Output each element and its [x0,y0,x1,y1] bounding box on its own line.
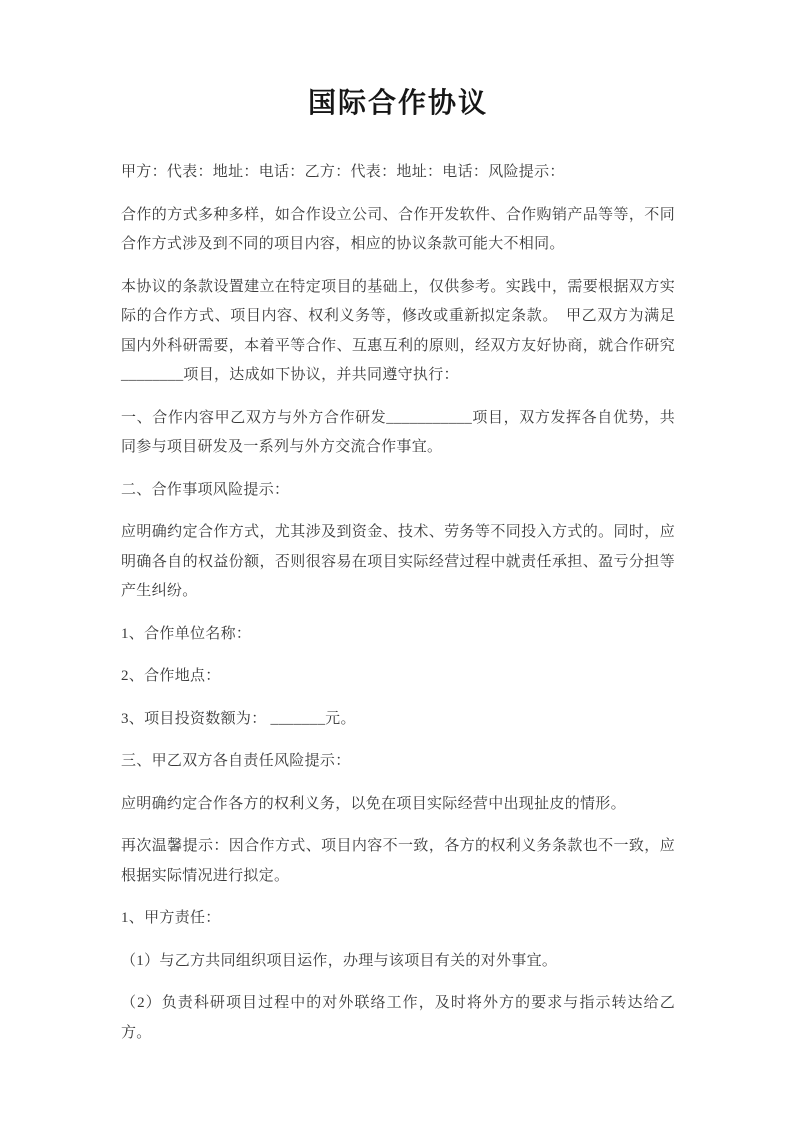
paragraph-item-unit-name: 1、合作单位名称： [121,625,252,642]
paragraph-section-1: 一、合作内容甲乙双方与外方合作研发___________项目，双方发挥各自优势，共同参与项目研发及一系列与外方交流合作事宜。 [121,409,675,455]
paragraph-section-3-heading: 三、甲乙双方各自责任风险提示： [121,753,351,769]
paragraph-item-investment: 3、项目投资数额为： _______元。 [121,710,356,727]
paragraph-reminder: 再次温馨提示：因合作方式、项目内容不一致，各方的权利义务条款也不一致，应根据实际情况进行拟定。 [121,838,675,884]
paragraph-section-3-body: 应明确约定合作各方的权利义务，以免在项目实际经营中出现扯皮的情形。 [121,795,626,812]
paragraph-party-a-duty-heading: 1、甲方责任： [121,910,221,926]
paragraph-section-2-heading: 二、合作事项风险提示： [121,481,290,498]
paragraph-section-2-body: 应明确约定合作方式，尤其涉及到资金、技术、劳务等不同投入方式的。同时，应明确各自的权益份额，否则很容易在项目实际经营过程中就责任承担、盈亏分担等产生纠纷。 [121,524,675,599]
paragraph-party-a-duty-1: （1）与乙方共同组织项目运作，办理与该项目有关的对外事宜。 [121,952,558,969]
document-title: 国际合作协议 [307,88,488,119]
paragraph-parties: 甲方：代表：地址：电话：乙方：代表：地址：电话：风险提示： [121,164,565,180]
paragraph-intro-1: 合作的方式多种多样，如合作设立公司、合作开发软件、合作购销产品等等，不同合作方式涉及到不同的项目内容，相应的协议条款可能大不相同。 [121,206,675,252]
paragraph-party-a-duty-2: （2）负责科研项目过程中的对外联络工作，及时将外方的要求与指示转达给乙方。 [121,995,675,1041]
paragraph-intro-2: 本协议的条款设置建立在特定项目的基础上，仅供参考。实践中，需要根据双方实际的合作方式、项目内容、权利义务等，修改或重新拟定条款。 甲乙双方为满足国内外科研需要，本着平等合作、互惠互利的原则，经双方友好协商，就合作研究________项目，达成如下协议，并共同遵守执行： [121,278,675,383]
paragraph-item-location: 2、合作地点： [121,668,221,684]
